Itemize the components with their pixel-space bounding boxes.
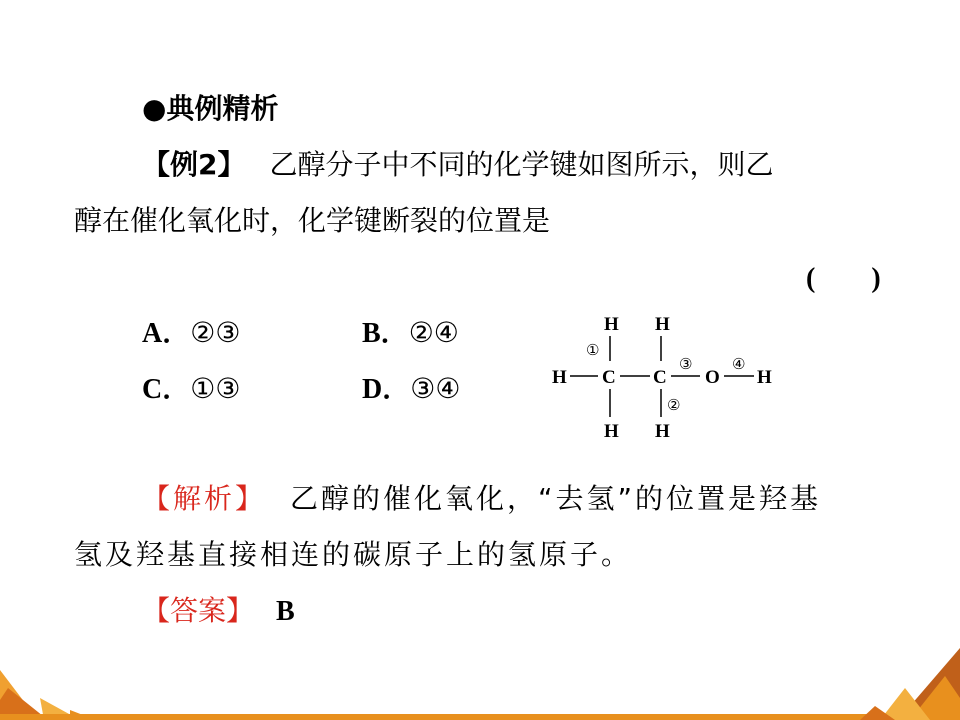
atom-h-right: H bbox=[757, 367, 772, 388]
answer-parentheses: ( ) bbox=[806, 263, 881, 294]
footer-bar bbox=[0, 714, 960, 720]
option-d bbox=[362, 372, 460, 407]
option-c bbox=[142, 372, 240, 407]
example-tag: 【例2】 bbox=[142, 148, 246, 181]
analysis-text-1: 乙醇的催化氧化，“去氢”的位置是羟基 bbox=[290, 482, 822, 515]
analysis-line-1 bbox=[142, 482, 821, 516]
option-d-letter: D． bbox=[362, 374, 411, 405]
atom-h-left: H bbox=[552, 367, 567, 388]
option-b-text: ②④ bbox=[408, 316, 459, 349]
ethanol-structure-diagram bbox=[540, 305, 790, 445]
option-b bbox=[362, 316, 459, 351]
footer-decoration bbox=[0, 648, 960, 720]
atom-h-c1-top: H bbox=[604, 314, 619, 335]
atom-h-c1-bottom: H bbox=[604, 421, 619, 442]
option-c-text: ①③ bbox=[190, 372, 241, 405]
bond-label-4: ④ bbox=[732, 355, 746, 373]
section-heading bbox=[142, 92, 278, 126]
atom-h-c2-top: H bbox=[655, 314, 670, 335]
bullet-icon: ● bbox=[142, 92, 167, 125]
answer-value: B bbox=[276, 596, 295, 627]
answer-tag: 【答案】 bbox=[142, 594, 255, 627]
option-b-letter: B． bbox=[362, 318, 409, 349]
bond-label-1: ① bbox=[586, 341, 600, 359]
option-a-text: ②③ bbox=[190, 316, 241, 349]
atom-o: O bbox=[705, 367, 720, 388]
section-title: 典例精析 bbox=[166, 92, 279, 125]
bond-label-3: ③ bbox=[679, 355, 693, 373]
bond-label-2: ② bbox=[667, 396, 681, 414]
example-line-1 bbox=[142, 148, 774, 182]
option-c-letter: C． bbox=[142, 374, 191, 405]
analysis-tag: 【解析】 bbox=[142, 482, 267, 515]
answer-line bbox=[142, 594, 295, 629]
option-a bbox=[142, 316, 240, 351]
example-text-1: 乙醇分子中不同的化学键如图所示，则乙 bbox=[269, 148, 774, 181]
option-d-text: ③④ bbox=[410, 372, 461, 405]
atom-h-c2-bottom: H bbox=[655, 421, 670, 442]
analysis-line-2: 氢及羟基直接相连的碳原子上的氢原子。 bbox=[74, 538, 633, 571]
option-a-letter: A． bbox=[142, 318, 191, 349]
example-line-2: 醇在催化氧化时，化学键断裂的位置是 bbox=[74, 204, 551, 237]
atom-c2: C bbox=[653, 367, 667, 388]
atom-c1: C bbox=[602, 367, 616, 388]
